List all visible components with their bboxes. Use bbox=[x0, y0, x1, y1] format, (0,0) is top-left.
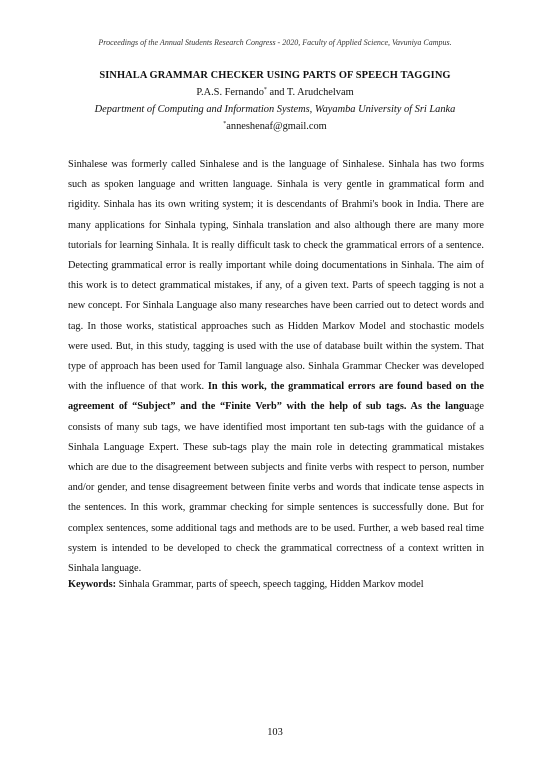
keywords-text: Sinhala Grammar, parts of speech, speech tagging, Hidden Markov model bbox=[116, 579, 424, 590]
keywords-label: Keywords: bbox=[68, 579, 117, 590]
abstract-text-1: Sinhalese was formerly called Sinhalese and is the language of Sinhalese. Sinhala has two forms such as spoken language and written language. Sinhala is very gentle in grammatical form and rigidity. Sinhala has its own writing system; it is descendants of Brahmi's book in India. There are many applications for Sinhala typing, Sinhala translation and also although there are many more tutorials for learning Sinhala. It is really difficult task to check the grammatical errors of a sentence. Detecting grammatical error is really important while doing documentations in Sinhala. The aim of this work is to detect grammatical mistakes, if any, of a given text. Parts of speech tagging is not a new concept. For Sinhala Language also many researches have been carried out to detect words and tag. In those works, statistical approaches such as Hidden Markov Model and stochastic models were used. But, in this study, tagging is used with the use of database built within the system. That type of approach has been used for Tamil language also. Sinhala Grammar Checker was developed with the influence of that work. bbox=[68, 159, 484, 393]
author-2: and T. Arudchelvam bbox=[266, 87, 354, 98]
author-1: P.A.S. Fernando bbox=[196, 87, 264, 98]
keywords-line bbox=[68, 579, 484, 590]
running-header: Proceedings of the Annual Students Research Congress - 2020, Faculty of Applied Science, Vavuniya Campus. bbox=[98, 38, 452, 47]
paper-title: SINHALA GRAMMAR CHECKER USING PARTS OF SPEECH TAGGING bbox=[99, 70, 451, 81]
abstract-body bbox=[68, 155, 484, 579]
affiliation: Department of Computing and Information Systems, Wayamba University of Sri Lanka bbox=[94, 104, 456, 115]
email-line bbox=[0, 121, 550, 132]
abstract-bold-text: In this work, the grammatical errors are found based on the agreement of “Subject” and the “Finite Verb” with the help of sub tags. As the langu bbox=[68, 381, 484, 413]
corresponding-author-mark: * bbox=[263, 87, 267, 93]
author-email: anneshenaf@gmail.com bbox=[226, 121, 327, 132]
abstract-text-2: age consists of many sub tags, we have identified most important ten sub-tags with the guidance of a Sinhala Language Expert. These sub-tags play the main role in detecting grammatical mistakes which are due to the disagreement between subjects and finite verbs with respect to person, number and/or gender, and tense disagreement between finite verbs and words that indicate tense aspects in the sentences. In this work, grammar checking for simple sentences is successfully done. But for complex sentences, some additional tags and methods are to be used. Further, a web based real time system is intended to be developed to check the grammatical correctness of a context written in Sinhala language. bbox=[68, 401, 484, 575]
author-line bbox=[0, 87, 550, 98]
page-number: 103 bbox=[267, 727, 283, 738]
email-mark: * bbox=[223, 121, 227, 127]
